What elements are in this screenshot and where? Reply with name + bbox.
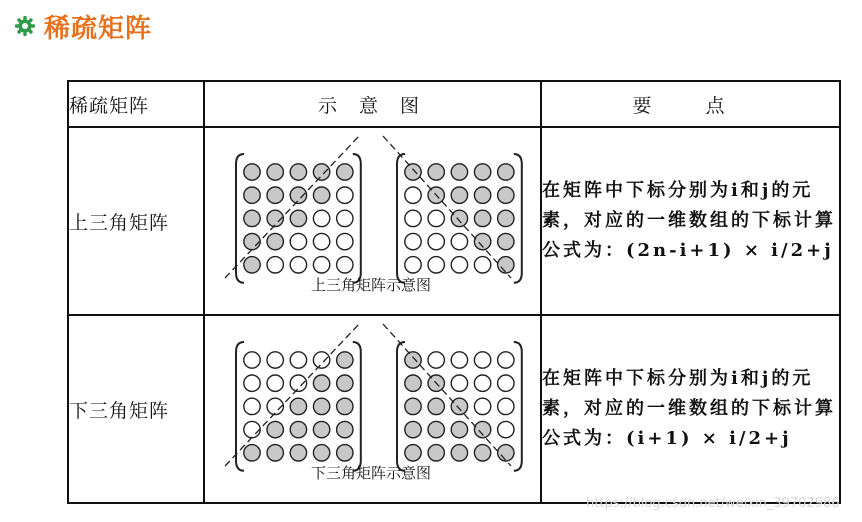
matrix-cell [474,187,490,203]
matrix-cell [405,187,421,203]
matrix-cell [405,210,421,226]
matrix-cell [428,445,444,461]
gear-bullet-icon [14,15,36,37]
left-bracket [236,154,244,283]
matrix-cell [244,257,260,273]
matrix-cell [428,398,444,414]
key-point-text: 在矩阵中下标分别为i和j的元素，对应的一维数组的下标计算公式为：(2n-i+1) × i/2+j [541,127,840,315]
matrix-cell [498,421,514,437]
matrix-cell [428,210,444,226]
header-key-points: 要 点 [541,81,840,127]
matrix-cell [244,210,260,226]
left-bracket [397,154,405,283]
right-matrix [397,342,522,471]
matrix-cell [244,375,260,391]
diagonal-line [383,136,511,278]
page-title: 稀疏矩阵 [44,13,153,44]
matrix-cell [337,398,353,414]
matrix-cell [474,445,490,461]
right-matrix [397,154,522,283]
matrix-cell [290,210,306,226]
diagonal-line [383,324,511,466]
matrix-cell [498,187,514,203]
matrix-cell [451,164,467,180]
watermark: https://blog.csdn.net/weixin_39702986 [586,496,840,511]
matrix-cell [428,352,444,368]
matrix-cell [405,233,421,249]
matrix-cell [313,210,329,226]
matrix-cell [474,210,490,226]
matrix-cell [405,375,421,391]
matrix-cell [337,352,353,368]
matrix-cell [337,210,353,226]
matrix-cell [337,445,353,461]
matrix-cell [428,257,444,273]
left-matrix [236,154,361,283]
matrix-cell [313,445,329,461]
matrix-cell [267,257,283,273]
matrix-cell [290,187,306,203]
matrix-cell [290,164,306,180]
matrix-cell [267,164,283,180]
matrix-cell [313,352,329,368]
header-diagram: 示 意 图 [204,81,541,127]
matrix-cell [498,352,514,368]
diagonal-line [225,324,359,466]
diagram-cell [204,127,541,315]
matrix-cell [267,421,283,437]
matrix-cell [290,445,306,461]
matrix-cell [474,352,490,368]
matrix-cell [244,164,260,180]
matrix-cell [337,421,353,437]
matrix-cell [313,257,329,273]
right-bracket [353,154,361,283]
matrix-cell [498,398,514,414]
matrix-cell [244,352,260,368]
row-name: 下三角矩阵 [68,315,204,503]
matrix-cell [498,375,514,391]
table-row-upper [68,127,840,315]
matrix-cell [337,164,353,180]
matrix-cell [498,210,514,226]
matrix-cell [474,164,490,180]
section-heading [14,8,152,44]
matrix-cell [313,233,329,249]
matrix-cell [405,164,421,180]
matrix-cell [267,375,283,391]
matrix-cell [405,398,421,414]
matrix-cell [405,421,421,437]
sparse-matrix-table [67,80,841,504]
matrix-cell [337,233,353,249]
matrix-cell [244,421,260,437]
matrix-cell [244,445,260,461]
matrix-cell [451,398,467,414]
diagram-cell [204,315,541,503]
matrix-cell [244,398,260,414]
header-row [68,81,840,127]
matrix-cell [405,445,421,461]
matrix-cell [405,352,421,368]
matrix-cell [405,257,421,273]
diagram-caption: 上三角矩阵示意图 [310,276,432,294]
diagonal-lines [225,324,511,466]
matrix-cell [474,398,490,414]
matrix-cell [267,352,283,368]
matrix-cell [267,445,283,461]
matrix-cell [451,257,467,273]
lower-triangular-diagram [205,316,542,504]
left-matrix [236,342,361,471]
diagram-caption: 下三角矩阵示意图 [310,464,432,482]
right-bracket [514,154,522,283]
matrix-cell [498,164,514,180]
matrix-cell [451,233,467,249]
matrix-cell [244,233,260,249]
matrix-cell [428,421,444,437]
matrix-cell [451,187,467,203]
header-name: 稀疏矩阵 [68,81,204,127]
matrix-cell [337,187,353,203]
matrix-cell [244,187,260,203]
right-bracket [353,342,361,471]
upper-triangular-diagram [205,128,542,316]
matrix-cell [474,375,490,391]
matrix-cell [451,352,467,368]
matrix-cell [337,257,353,273]
matrix-cell [267,187,283,203]
matrix-cell [498,233,514,249]
matrix-cell [451,445,467,461]
matrix-cell [313,164,329,180]
matrix-cell [290,233,306,249]
matrix-cell [313,421,329,437]
key-point-text: 在矩阵中下标分别为i和j的元素，对应的一维数组的下标计算公式为：(i+1) × i/2+j [541,315,840,503]
matrix-cell [451,375,467,391]
matrix-cell [290,375,306,391]
matrix-cell [498,445,514,461]
matrix-cell [290,352,306,368]
matrix-cell [428,233,444,249]
matrix-cell [498,257,514,273]
left-bracket [397,342,405,471]
diagonal-line [225,136,359,278]
matrix-cell [451,421,467,437]
right-bracket [514,342,522,471]
matrix-cell [290,257,306,273]
matrix-cell [337,375,353,391]
diagonal-lines [225,136,511,278]
matrix-cell [313,187,329,203]
matrix-cell [290,421,306,437]
matrix-cell [267,233,283,249]
matrix-cell [313,375,329,391]
matrix-cell [313,398,329,414]
matrix-cell [290,398,306,414]
row-name: 上三角矩阵 [68,127,204,315]
matrix-cell [428,164,444,180]
matrix-cell [474,257,490,273]
matrix-cell [451,210,467,226]
left-bracket [236,342,244,471]
table-row-lower [68,315,840,503]
